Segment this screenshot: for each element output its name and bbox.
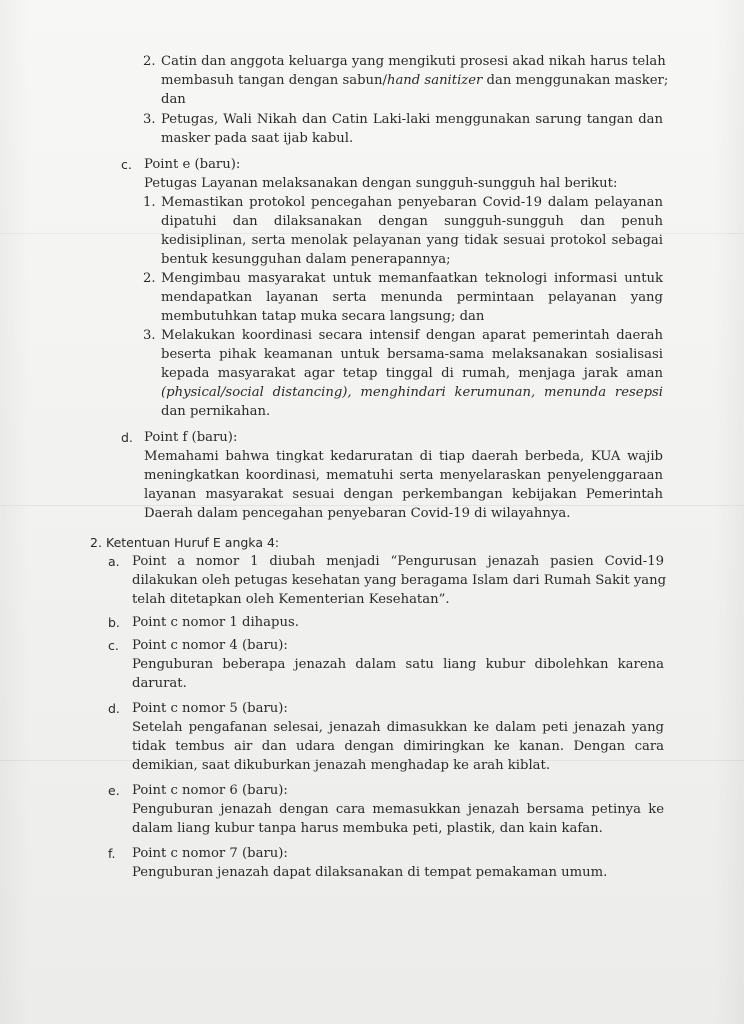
sub-label: a. [108,554,120,569]
paragraph-line: Penguburan jenazah dengan cara memasukkan jenazah bersama petinya ke [132,802,664,817]
list-item-text: Catin dan anggota keluarga yang mengikuti prosesi akad nikah harus telah [161,54,666,69]
sub-label: d. [108,701,120,716]
list-item-text: dan pernikahan. [161,404,271,419]
list-item-text: dipatuhi dan dilaksanakan dengan sungguh-sungguh dan penuh [161,214,663,229]
section-label: c. [121,157,132,172]
sub-title: Point c nomor 4 (baru): [132,638,288,653]
paragraph-line: tidak tembus air dan udara dengan dimiringkan ke kanan. Dengan cara [132,739,664,754]
list-number: 1. [143,195,156,210]
sub-label: b. [108,615,120,630]
section-label: d. [121,430,133,445]
section-title: Point f (baru): [144,430,238,445]
paragraph-line: layanan masyarakat sesuai dengan perkembangan kebijakan Pemerintah [144,487,663,502]
list-item-text: kepada masyarakat agar tetap tinggal di rumah, menjaga jarak aman [161,366,663,381]
sub-title: Point c nomor 6 (baru): [132,783,288,798]
section-heading: Ketentuan Huruf E angka 4: [106,535,280,550]
paragraph-line: meningkatkan koordinasi, mematuhi serta menyelaraskan penyelenggaraan [144,468,663,483]
list-item-text: bentuk kesungguhan dalam penerapannya; [161,252,451,267]
list-item-text: Memastikan protokol pencegahan penyebaran Covid-19 dalam pelayanan [161,195,663,210]
section-intro: Petugas Layanan melaksanakan dengan sungguh-sungguh hal berikut: [144,176,618,191]
paragraph-line: darurat. [132,676,187,691]
list-item-text: kedisiplinan, serta menolak pelayanan yang tidak sesuai protokol sebagai [161,233,663,248]
paragraph-line: Memahami bahwa tingkat kedaruratan di tiap daerah berbeda, KUA wajib [144,449,663,464]
list-number: 3. [143,328,156,343]
paragraph-line: Penguburan jenazah dapat dilaksanakan di tempat pemakaman umum. [132,865,608,880]
paragraph-line: Point a nomor 1 diubah menjadi “Pengurusan jenazah pasien Covid-19 [132,554,664,569]
list-item-text: masker pada saat ijab kabul. [161,131,354,146]
list-number: 3. [143,112,156,127]
sub-title: Point c nomor 7 (baru): [132,846,288,861]
sub-title: Point c nomor 5 (baru): [132,701,288,716]
sub-label: e. [108,783,120,798]
list-item-text: (physical/social distancing), menghindari kerumunan, menunda resepsi [161,385,663,400]
list-number: 2. [143,54,156,69]
paragraph-line: dilakukan oleh petugas kesehatan yang beragama Islam dari Rumah Sakit yang [132,573,667,588]
list-item-text: dan [161,92,186,107]
paragraph-line: Penguburan beberapa jenazah dalam satu liang kubur dibolehkan karena [132,657,664,672]
list-item-text: membasuh tangan dengan sabun/hand sanitizer dan menggunakan masker; [161,73,669,88]
paragraph-line: telah ditetapkan oleh Kementerian Kesehatan”. [132,592,450,607]
section-title: Point e (baru): [144,157,241,172]
list-item-text: Mengimbau masyarakat untuk memanfaatkan teknologi informasi untuk [161,271,663,286]
paragraph-line: Daerah dalam pencegahan penyebaran Covid-19 di wilayahnya. [144,506,571,521]
list-item-text: Melakukan koordinasi secara intensif dengan aparat pemerintah daerah [161,328,663,343]
list-item-text: membutuhkan tatap muka secara langsung; dan [161,309,485,324]
paragraph-line: Setelah pengafanan selesai, jenazah dimasukkan ke dalam peti jenazah yang [132,720,664,735]
paragraph-line: Point c nomor 1 dihapus. [132,615,299,630]
paragraph-line: dalam liang kubur tanpa harus membuka peti, plastik, dan kain kafan. [132,821,603,836]
section-number: 2. [90,535,102,550]
sub-label: c. [108,638,119,653]
list-item-text: mendapatkan layanan serta menunda permintaan pelayanan yang [161,290,663,305]
list-item-text: beserta pihak keamanan untuk bersama-sama melaksanakan sosialisasi [161,347,663,362]
list-item-text: Petugas, Wali Nikah dan Catin Laki-laki menggunakan sarung tangan dan [161,112,663,127]
sub-label: f. [108,846,116,861]
paragraph-line: demikian, saat dikuburkan jenazah menghadap ke arah kiblat. [132,758,551,773]
list-number: 2. [143,271,156,286]
